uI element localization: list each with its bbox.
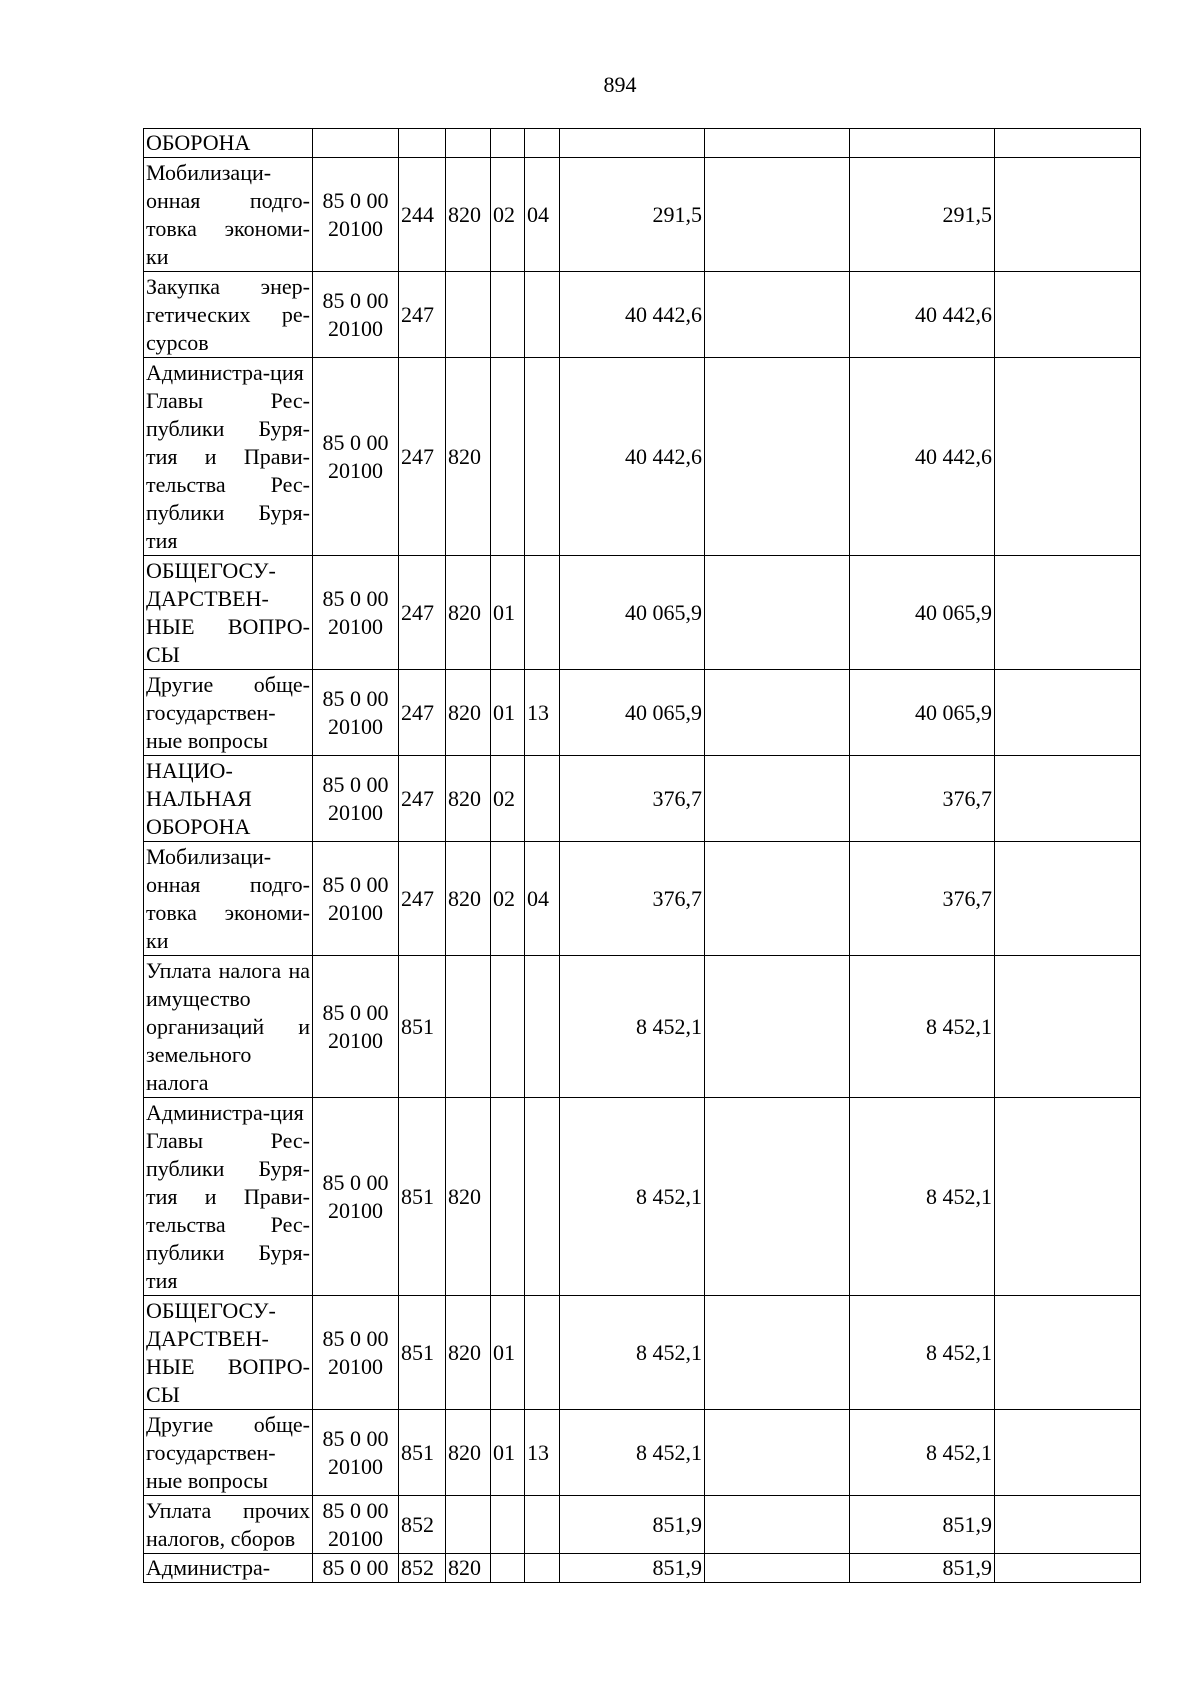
row-col10 [995,358,1141,556]
row-pr [525,556,560,670]
row-col8 [705,556,850,670]
row-csr: 85 0 00 20100 [313,670,399,756]
row-col10 [995,756,1141,842]
row-csr: 85 0 00 [313,1554,399,1583]
row-csr: 85 0 00 20100 [313,956,399,1098]
row-rz: 01 [491,1296,525,1410]
row-grbs [446,1496,491,1554]
row-total: 291,5 [560,158,705,272]
row-rz [491,1098,525,1296]
row-pr: 13 [525,670,560,756]
row-pr [525,1296,560,1410]
row-pr [525,358,560,556]
row-col9: 40 442,6 [850,358,995,556]
table-row [144,129,1141,158]
row-col9: 40 442,6 [850,272,995,358]
row-total: 851,9 [560,1496,705,1554]
row-col10 [995,1098,1141,1296]
row-total: 376,7 [560,756,705,842]
row-vr: 247 [399,842,446,956]
table-row [144,956,1141,1098]
row-col8 [705,956,850,1098]
row-total: 40 065,9 [560,670,705,756]
row-grbs: 820 [446,842,491,956]
row-total [560,129,705,158]
row-col9 [850,129,995,158]
row-total: 376,7 [560,842,705,956]
row-col8 [705,129,850,158]
row-col10 [995,1296,1141,1410]
page-number: 894 [603,72,637,97]
table-row [144,756,1141,842]
row-name: ОБОРОНА [144,129,313,158]
row-grbs: 820 [446,1296,491,1410]
row-grbs [446,956,491,1098]
row-csr: 85 0 00 20100 [313,1410,399,1496]
row-vr: 851 [399,1410,446,1496]
row-col10 [995,1554,1141,1583]
row-grbs: 820 [446,1554,491,1583]
table-row [144,158,1141,272]
table-row [144,670,1141,756]
row-col10 [995,1410,1141,1496]
row-name: Уплата налога на имущество организаций и земельного налога [144,956,313,1098]
row-vr: 247 [399,272,446,358]
row-csr: 85 0 00 20100 [313,272,399,358]
row-pr [525,756,560,842]
row-grbs [446,272,491,358]
row-vr: 247 [399,756,446,842]
row-name: ОБЩЕГОСУ-ДАРСТВЕН-НЫЕ ВОПРО-СЫ [144,1296,313,1410]
row-rz [491,1496,525,1554]
row-vr: 852 [399,1496,446,1554]
row-col8 [705,1296,850,1410]
row-pr: 13 [525,1410,560,1496]
row-col10 [995,842,1141,956]
row-csr: 85 0 00 20100 [313,1296,399,1410]
row-vr: 852 [399,1554,446,1583]
table-row [144,1098,1141,1296]
row-vr: 851 [399,1098,446,1296]
row-csr: 85 0 00 20100 [313,158,399,272]
row-col8 [705,1098,850,1296]
row-col9: 8 452,1 [850,1296,995,1410]
row-pr: 04 [525,158,560,272]
row-total: 40 065,9 [560,556,705,670]
row-col10 [995,1496,1141,1554]
row-name: Другие обще-государствен-ные вопросы [144,670,313,756]
row-col8 [705,842,850,956]
row-col9: 291,5 [850,158,995,272]
table-row [144,1410,1141,1496]
row-rz: 02 [491,756,525,842]
row-name: Администра-ция Главы Рес-публики Буря-тия и Прави-тельства Рес-публики Буря-тия [144,358,313,556]
row-rz [491,358,525,556]
row-col10 [995,158,1141,272]
row-grbs: 820 [446,756,491,842]
row-total: 8 452,1 [560,1410,705,1496]
row-grbs: 820 [446,1410,491,1496]
row-col8 [705,1496,850,1554]
row-name: ОБЩЕГОСУ-ДАРСТВЕН-НЫЕ ВОПРО-СЫ [144,556,313,670]
row-col9: 8 452,1 [850,1098,995,1296]
row-grbs: 820 [446,1098,491,1296]
row-col10 [995,956,1141,1098]
row-col8 [705,1410,850,1496]
row-col8 [705,756,850,842]
row-pr [525,1496,560,1554]
row-pr [525,956,560,1098]
row-rz: 02 [491,158,525,272]
row-col10 [995,272,1141,358]
row-rz: 01 [491,556,525,670]
table-row [144,1296,1141,1410]
row-pr [525,272,560,358]
row-col9: 8 452,1 [850,956,995,1098]
row-col9: 40 065,9 [850,556,995,670]
row-grbs: 820 [446,358,491,556]
row-csr [313,129,399,158]
row-vr: 247 [399,358,446,556]
table-row [144,842,1141,956]
row-col8 [705,358,850,556]
row-grbs [446,129,491,158]
row-col10 [995,556,1141,670]
row-total: 8 452,1 [560,956,705,1098]
row-csr: 85 0 00 20100 [313,358,399,556]
row-vr: 247 [399,670,446,756]
row-vr: 247 [399,556,446,670]
row-total: 851,9 [560,1554,705,1583]
row-grbs: 820 [446,670,491,756]
row-col9: 851,9 [850,1554,995,1583]
row-rz: 01 [491,670,525,756]
row-vr: 244 [399,158,446,272]
row-col9: 8 452,1 [850,1410,995,1496]
row-csr: 85 0 00 20100 [313,556,399,670]
row-rz [491,129,525,158]
row-rz [491,956,525,1098]
row-name: Администра-ция Главы Рес-публики Буря-тия и Прави-тельства Рес-публики Буря-тия [144,1098,313,1296]
table-row [144,1554,1141,1583]
row-total: 8 452,1 [560,1296,705,1410]
row-rz [491,272,525,358]
row-pr [525,1554,560,1583]
budget-table [143,128,1141,1583]
row-col10 [995,129,1141,158]
row-pr: 04 [525,842,560,956]
row-name: Уплата прочих налогов, сборов [144,1496,313,1554]
table-row [144,556,1141,670]
table-body [144,129,1141,1583]
row-col8 [705,1554,850,1583]
row-col8 [705,670,850,756]
row-name: НАЦИО-НАЛЬНАЯ ОБОРОНА [144,756,313,842]
table-row [144,358,1141,556]
row-name: Администра- [144,1554,313,1583]
row-csr: 85 0 00 20100 [313,842,399,956]
row-name: Мобилизаци-онная подго-товка экономи-ки [144,842,313,956]
row-col9: 40 065,9 [850,670,995,756]
row-col10 [995,670,1141,756]
row-total: 8 452,1 [560,1098,705,1296]
table-row [144,272,1141,358]
row-vr: 851 [399,1296,446,1410]
row-vr [399,129,446,158]
row-col8 [705,272,850,358]
row-col9: 376,7 [850,756,995,842]
row-name: Закупка энер-гетических ре-сурсов [144,272,313,358]
row-pr [525,1098,560,1296]
row-csr: 85 0 00 20100 [313,756,399,842]
row-csr: 85 0 00 20100 [313,1496,399,1554]
row-rz [491,1554,525,1583]
table-row [144,1496,1141,1554]
row-vr: 851 [399,956,446,1098]
row-rz: 02 [491,842,525,956]
row-total: 40 442,6 [560,272,705,358]
row-col9: 851,9 [850,1496,995,1554]
row-col9: 376,7 [850,842,995,956]
row-total: 40 442,6 [560,358,705,556]
row-csr: 85 0 00 20100 [313,1098,399,1296]
row-name: Другие обще-государствен-ные вопросы [144,1410,313,1496]
row-col8 [705,158,850,272]
row-grbs: 820 [446,158,491,272]
row-pr [525,129,560,158]
row-rz: 01 [491,1410,525,1496]
row-grbs: 820 [446,556,491,670]
row-name: Мобилизаци-онная подго-товка экономи-ки [144,158,313,272]
